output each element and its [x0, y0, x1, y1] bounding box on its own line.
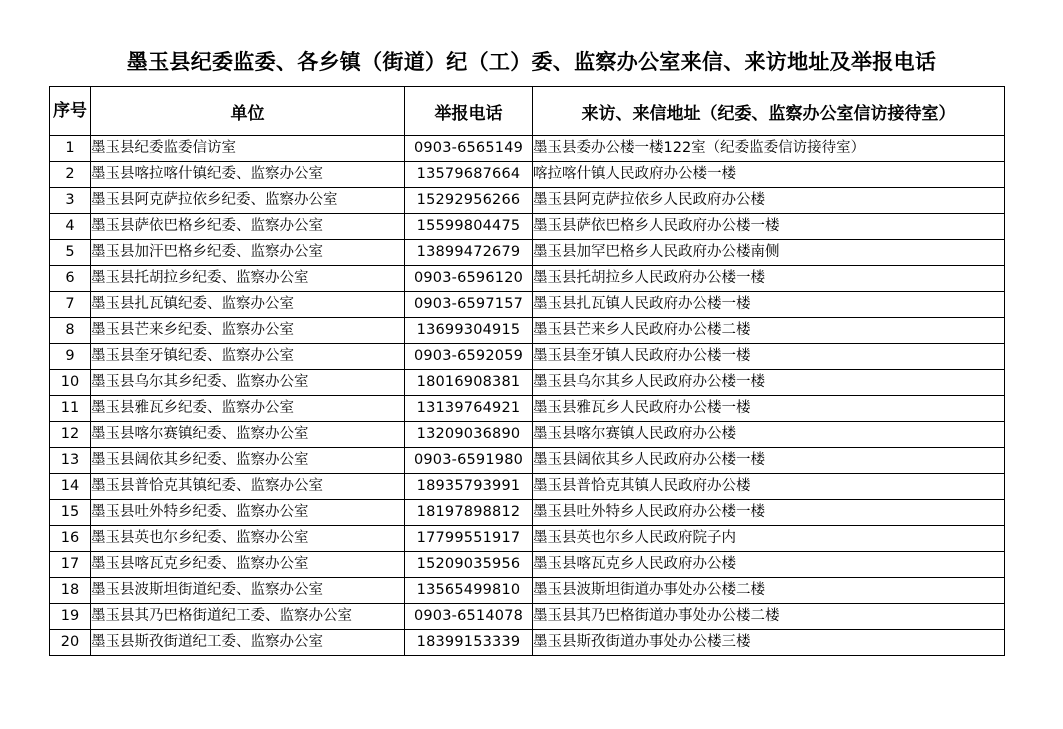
cell-unit: 墨玉县普恰克其镇纪委、监察办公室: [91, 474, 405, 500]
table-row: [50, 474, 1005, 500]
cell-seq: 1: [50, 136, 91, 162]
cell-unit: 墨玉县阔依其乡纪委、监察办公室: [91, 448, 405, 474]
table-row: [50, 396, 1005, 422]
table-row: [50, 344, 1005, 370]
cell-seq: 10: [50, 370, 91, 396]
cell-address: 墨玉县加罕巴格乡人民政府办公楼南侧: [533, 240, 1005, 266]
table-body: [50, 136, 1005, 656]
table-row: [50, 578, 1005, 604]
cell-unit: 墨玉县斯孜街道纪工委、监察办公室: [91, 630, 405, 656]
cell-unit: 墨玉县托胡拉乡纪委、监察办公室: [91, 266, 405, 292]
contact-table: [49, 86, 1005, 656]
header-seq: 序号: [50, 87, 91, 136]
cell-address: 墨玉县其乃巴格街道办事处办公楼二楼: [533, 604, 1005, 630]
cell-seq: 16: [50, 526, 91, 552]
cell-unit: 墨玉县芒来乡纪委、监察办公室: [91, 318, 405, 344]
cell-phone: 0903-6597157: [405, 292, 533, 318]
cell-seq: 13: [50, 448, 91, 474]
cell-address: 墨玉县扎瓦镇人民政府办公楼一楼: [533, 292, 1005, 318]
cell-seq: 6: [50, 266, 91, 292]
cell-unit: 墨玉县奎牙镇纪委、监察办公室: [91, 344, 405, 370]
cell-address: 墨玉县波斯坦街道办事处办公楼二楼: [533, 578, 1005, 604]
cell-phone: 18935793991: [405, 474, 533, 500]
cell-unit: 墨玉县喀拉喀什镇纪委、监察办公室: [91, 162, 405, 188]
cell-address: 墨玉县普恰克其镇人民政府办公楼: [533, 474, 1005, 500]
cell-unit: 墨玉县英也尔乡纪委、监察办公室: [91, 526, 405, 552]
table-row: [50, 500, 1005, 526]
table-row: [50, 604, 1005, 630]
header-unit: 单位: [91, 87, 405, 136]
cell-address: 墨玉县喀瓦克乡人民政府办公楼: [533, 552, 1005, 578]
cell-address: 墨玉县阿克萨拉依乡人民政府办公楼: [533, 188, 1005, 214]
table-row: [50, 526, 1005, 552]
cell-seq: 3: [50, 188, 91, 214]
cell-address: 墨玉县喀尔赛镇人民政府办公楼: [533, 422, 1005, 448]
cell-unit: 墨玉县乌尔其乡纪委、监察办公室: [91, 370, 405, 396]
cell-address: 墨玉县阔依其乡人民政府办公楼一楼: [533, 448, 1005, 474]
cell-address: 墨玉县托胡拉乡人民政府办公楼一楼: [533, 266, 1005, 292]
cell-phone: 13899472679: [405, 240, 533, 266]
cell-address: 喀拉喀什镇人民政府办公楼一楼: [533, 162, 1005, 188]
table-row: [50, 266, 1005, 292]
cell-phone: 15292956266: [405, 188, 533, 214]
cell-phone: 0903-6592059: [405, 344, 533, 370]
cell-seq: 5: [50, 240, 91, 266]
cell-phone: 0903-6565149: [405, 136, 533, 162]
page-title: 墨玉县纪委监委、各乡镇（街道）纪（工）委、监察办公室来信、来访地址及举报电话: [126, 49, 937, 74]
cell-address: 墨玉县英也尔乡人民政府院子内: [533, 526, 1005, 552]
cell-seq: 4: [50, 214, 91, 240]
table-header-row: [50, 87, 1005, 136]
cell-seq: 12: [50, 422, 91, 448]
cell-seq: 8: [50, 318, 91, 344]
cell-seq: 11: [50, 396, 91, 422]
cell-phone: 15209035956: [405, 552, 533, 578]
cell-unit: 墨玉县扎瓦镇纪委、监察办公室: [91, 292, 405, 318]
cell-address: 墨玉县雅瓦乡人民政府办公楼一楼: [533, 396, 1005, 422]
table-row: [50, 292, 1005, 318]
table-row: [50, 240, 1005, 266]
table-row: [50, 136, 1005, 162]
cell-address: 墨玉县奎牙镇人民政府办公楼一楼: [533, 344, 1005, 370]
cell-unit: 墨玉县纪委监委信访室: [91, 136, 405, 162]
cell-phone: 13565499810: [405, 578, 533, 604]
cell-phone: 0903-6514078: [405, 604, 533, 630]
cell-unit: 墨玉县喀瓦克乡纪委、监察办公室: [91, 552, 405, 578]
cell-seq: 14: [50, 474, 91, 500]
cell-phone: 13579687664: [405, 162, 533, 188]
cell-phone: 18399153339: [405, 630, 533, 656]
cell-unit: 墨玉县雅瓦乡纪委、监察办公室: [91, 396, 405, 422]
table-row: [50, 162, 1005, 188]
cell-phone: 13139764921: [405, 396, 533, 422]
header-phone: 举报电话: [405, 87, 533, 136]
cell-phone: 13209036890: [405, 422, 533, 448]
cell-address: 墨玉县芒来乡人民政府办公楼二楼: [533, 318, 1005, 344]
cell-phone: 18016908381: [405, 370, 533, 396]
cell-seq: 17: [50, 552, 91, 578]
cell-seq: 7: [50, 292, 91, 318]
cell-seq: 20: [50, 630, 91, 656]
cell-phone: 0903-6591980: [405, 448, 533, 474]
cell-address: 墨玉县委办公楼一楼122室（纪委监委信访接待室）: [533, 136, 1005, 162]
cell-unit: 墨玉县喀尔赛镇纪委、监察办公室: [91, 422, 405, 448]
cell-unit: 墨玉县加汗巴格乡纪委、监察办公室: [91, 240, 405, 266]
cell-unit: 墨玉县其乃巴格街道纪工委、监察办公室: [91, 604, 405, 630]
cell-unit: 墨玉县萨依巴格乡纪委、监察办公室: [91, 214, 405, 240]
cell-phone: 17799551917: [405, 526, 533, 552]
table-row: [50, 318, 1005, 344]
cell-seq: 19: [50, 604, 91, 630]
cell-address: 墨玉县斯孜街道办事处办公楼三楼: [533, 630, 1005, 656]
cell-unit: 墨玉县波斯坦街道纪委、监察办公室: [91, 578, 405, 604]
cell-seq: 15: [50, 500, 91, 526]
cell-address: 墨玉县吐外特乡人民政府办公楼一楼: [533, 500, 1005, 526]
header-address: 来访、来信地址（纪委、监察办公室信访接待室）: [533, 87, 1005, 136]
table-row: [50, 448, 1005, 474]
cell-seq: 18: [50, 578, 91, 604]
cell-phone: 15599804475: [405, 214, 533, 240]
table-row: [50, 552, 1005, 578]
table-row: [50, 630, 1005, 656]
cell-phone: 18197898812: [405, 500, 533, 526]
cell-seq: 2: [50, 162, 91, 188]
cell-address: 墨玉县乌尔其乡人民政府办公楼一楼: [533, 370, 1005, 396]
table-row: [50, 214, 1005, 240]
cell-address: 墨玉县萨依巴格乡人民政府办公楼一楼: [533, 214, 1005, 240]
table-row: [50, 188, 1005, 214]
table-row: [50, 370, 1005, 396]
cell-phone: 0903-6596120: [405, 266, 533, 292]
cell-unit: 墨玉县吐外特乡纪委、监察办公室: [91, 500, 405, 526]
cell-phone: 13699304915: [405, 318, 533, 344]
table-row: [50, 422, 1005, 448]
cell-unit: 墨玉县阿克萨拉依乡纪委、监察办公室: [91, 188, 405, 214]
cell-seq: 9: [50, 344, 91, 370]
